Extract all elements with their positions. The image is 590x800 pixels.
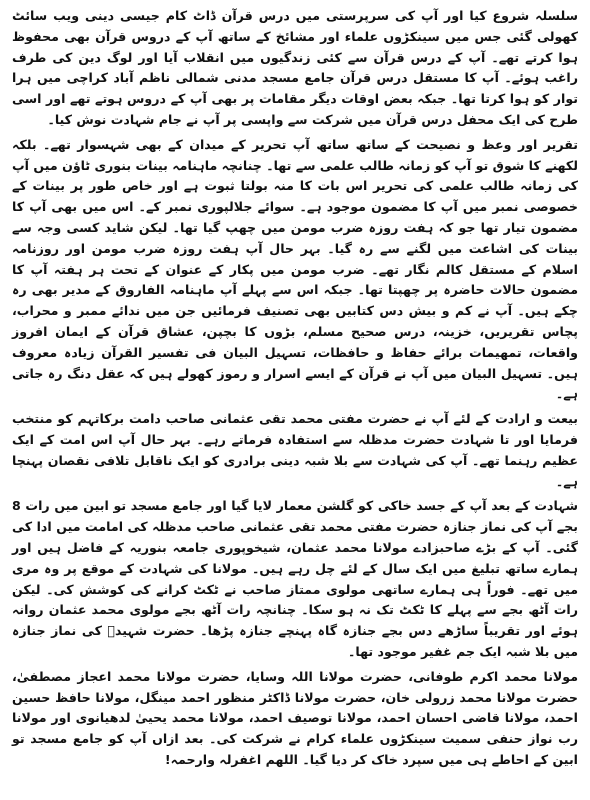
paragraph-dars-quran: سلسلہ شروع کیا اور آپ کی سرپرستی میں درس قرآن ڈاٹ کام جیسی دینی ویب سائٹ کھولی گئی جس میں سینکڑوں علماء اور مشائخ کے ساتھ آپ کے دروس قرآن بھی محفوظ ہوا کرتے تھے۔ آپ کے درس قرآن سے کئی زندگیوں میں انقلاب آیا اور لوگ دین کی طرف راغب ہوئے۔ آپ کا مستقل درس قرآن جامع مسجد مدنی شمالی ناظم آباد کراچی میں ہرا توار کو ہوا کرتا تھا۔ جبکہ بعض اوقات دیگر مقامات پر بھی آپ کے دروس ہوتے تھے اور اسی طرح کی ایک محفل درس قرآن میں شرکت سے واپسی پر آپ نے جام شہادت نوش کیا۔ [12, 8, 578, 127]
paragraph-funeral: شہادت کے بعد آپ کے جسد خاکی کو گلشن معمار لایا گیا اور جامع مسجد تو ابین میں رات 8 بجے آپ کی نماز جنازہ حضرت مفتی محمد تقی عثمانی صاحب مدظلہ کی امامت میں ادا کی گئی۔ آپ کے بڑے صاحبزادے مولانا محمد عثمان، شیخوپوری جامعہ بنوریہ کے فاضل ہیں اور ہمارے ساتھ تبلیغ میں ایک سال کے لئے چل رہے ہیں۔ مولانا کی شہادت کے موقع پر وہ مری میں تھے۔ فوراً ہی ہمارے ساتھی مولوی ممتاز صاحب نے ٹکٹ کرانے کی کوشش کی۔ لیکن رات آٹھ بجے سے پہلے کا ٹکٹ تک نہ ہو سکا۔ چنانچہ رات آٹھ بجے مولوی محمد عثمان روانہ ہوئے اور تقریباً ساڑھے دس بجے جنازہ گاہ پہنچے جنازہ پڑھا۔ حضرت شہیدؒ کی نماز جنازہ میں بلا شبہ ایک جم غفیر موجود تھا۔ [12, 498, 578, 659]
paragraph-bayat: بیعت و ارادت کے لئے آپ نے حضرت مفتی محمد تقی عثمانی صاحب دامت برکاتہم کو منتخب فرمایا اور تا شہادت حضرت مدظلہ سے استفادہ فرماتے رہے۔ بہر حال آپ اس امت کے ایک عظیم رہنما تھے۔ آپ کی شہادت سے بلا شبہ دینی برادری کو ایک ناقابل تلافی نقصان پہنچا ہے۔ [12, 411, 578, 489]
paragraph-attendees: مولانا محمد اکرم طوفانی، حضرت مولانا اللہ وسایا، حضرت مولانا محمد اعجاز مصطفیٰ، حضرت مولانا محمد زرولی خان، حضرت مولانا ڈاکٹر منظور احمد مینگل، مولانا حافظ حسین احمد، مولانا قاضی احسان احمد، مولانا توصیف احمد، مولانا محمد یحییٰ لدھیانوی اور مولانا رب نواز حنفی سمیت سینکڑوں علماء کرام نے شرکت کی۔ بعد ازاں آپ کو جامع مسجد تو ابین کے احاطے ہی میں سپرد خاک کر دیا گیا۔ اللھم اغفرلہ وارحمہ! [12, 668, 578, 767]
paragraph-writing: تقریر اور وعظ و نصیحت کے ساتھ ساتھ آپ تحریر کے میدان کے بھی شہسوار تھے۔ بلکہ لکھنے کا شوق تو آپ کو زمانہ طالب علمی سے تھا۔ چنانچہ ماہنامہ بینات بنوری ٹاؤن میں آپ کی زمانہ طالب علمی کی تحریر اس بات کا منہ بولتا ثبوت ہے اور خاص طور پر بینات کے خصوصی نمبر میں آپ کا مضمون موجود ہے۔ سوائے جلالپوری نمبر کے۔ اس میں بھی آپ کا مضمون تیار تھا جو کہ ہفت روزہ ضرب مومن میں چھپ گیا تھا۔ لیکن شاید کسی وجہ سے بینات کی اشاعت میں لگنے سے رہ گیا۔ بہر حال آپ ہفت روزہ ضرب مومن اور روزنامہ اسلام کے مستقل کالم نگار تھے۔ ضرب مومن میں پکار کے عنوان کے تحت ہر ہفتہ آپ کا مضمون حالات حاضرہ پر چھپتا تھا۔ جبکہ اس سے پہلے آپ ماہنامہ الفاروق کے مدیر بھی رہ چکے ہیں۔ آپ نے کم و بیش دس کتابیں بھی تصنیف فرمائیں جن میں ندائے ممبر و محراب، پچاس تقریریں، خزینہ، درس صحیح مسلم، بڑوں کا بچپن، عشاق قرآن کے ایمان افروز واقعات، تمھیمات برائے حفاظ و حافظات، تسہیل البیان فی تفسیر القرآن زیادہ معروف ہیں۔ تسہیل البیان میں آپ نے قرآن کے ایسے اسرار و رموز کھولے ہیں کہ عقل دنگ رہ جاتی ہے۔ [12, 136, 578, 402]
